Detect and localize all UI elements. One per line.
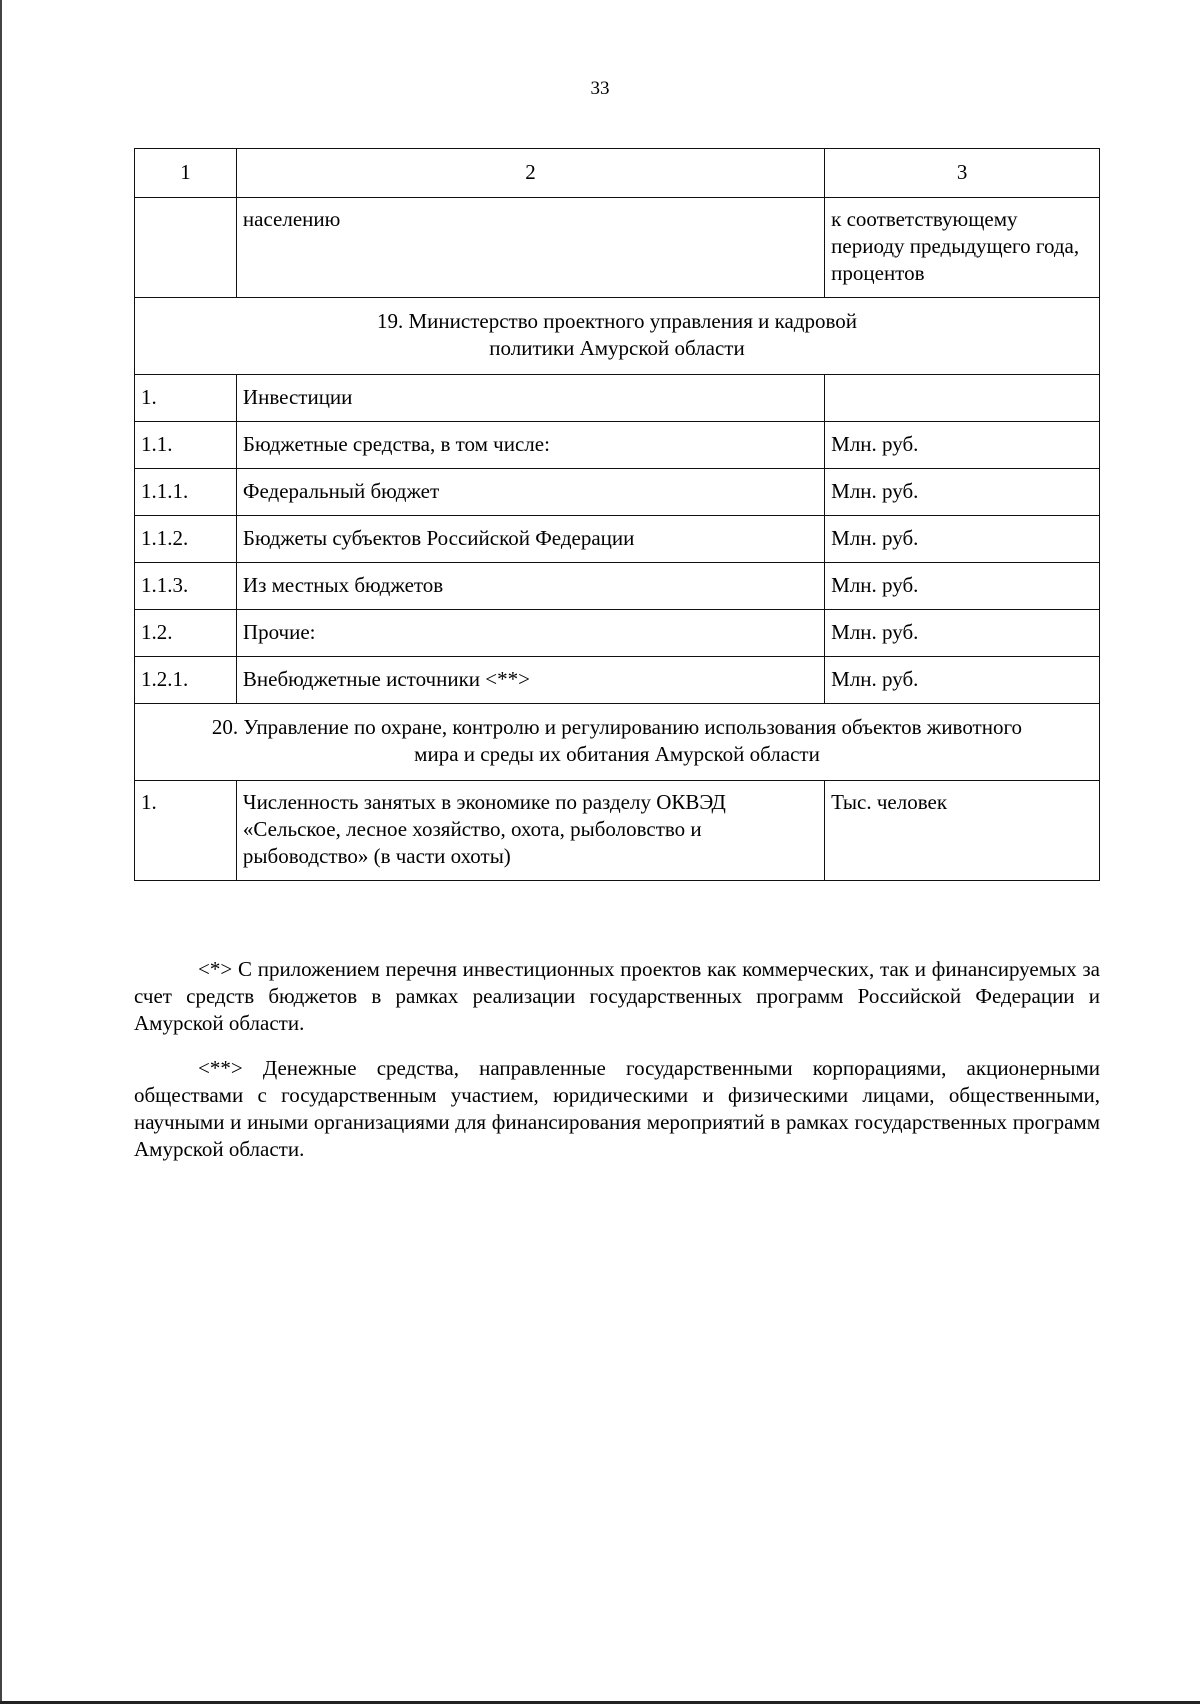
row-name: Численность занятых в экономике по разделу ОКВЭД «Сельское, лесное хозяйство, охота, рыболовство и рыбоводство» (в части охоты): [236, 781, 824, 881]
row-number: 1.1.: [135, 422, 237, 469]
row-number: 1.1.2.: [135, 516, 237, 563]
row-name: Бюджеты субъектов Российской Федерации: [236, 516, 824, 563]
table-row: [135, 657, 1100, 704]
section-row: [135, 298, 1100, 375]
table-header-row: [135, 149, 1100, 198]
row-name: Федеральный бюджет: [236, 469, 824, 516]
row-number: 1.: [135, 375, 237, 422]
row-number: 1.2.1.: [135, 657, 237, 704]
row-name: населению: [236, 198, 824, 298]
scan-edge-left: [0, 0, 2, 1704]
table-row: [135, 198, 1100, 298]
row-number: 1.2.: [135, 610, 237, 657]
row-name: Инвестиции: [236, 375, 824, 422]
row-unit: Млн. руб.: [825, 516, 1100, 563]
footnote-double-asterisk: <**> Денежные средства, направленные государственными корпорациями, акционерными обществами с государственным участием, юридическими и физическими лицами, общественными, научными и иными организациями для финансирования мероприятий в рамках государственных программ Амурской области.: [134, 1056, 1100, 1161]
table-row: [135, 422, 1100, 469]
table-row: [135, 375, 1100, 422]
row-number: [135, 198, 237, 298]
row-number: 1.: [135, 781, 237, 881]
row-name: Внебюджетные источники <**>: [236, 657, 824, 704]
row-unit: Млн. руб.: [825, 422, 1100, 469]
indicators-table: [134, 148, 1100, 881]
column-header: 1: [135, 149, 237, 198]
row-name: Прочие:: [236, 610, 824, 657]
row-unit: Млн. руб.: [825, 657, 1100, 704]
table-row: [135, 516, 1100, 563]
section-title: 20. Управление по охране, контролю и регулированию использования объектов животного мира и среды их обитания Амурской области: [135, 704, 1100, 781]
section-row: [135, 704, 1100, 781]
row-number: 1.1.1.: [135, 469, 237, 516]
row-name: Из местных бюджетов: [236, 563, 824, 610]
row-name: Бюджетные средства, в том числе:: [236, 422, 824, 469]
table-row: [135, 781, 1100, 881]
table-row: [135, 469, 1100, 516]
column-header: 3: [825, 149, 1100, 198]
row-unit: Тыс. человек: [825, 781, 1100, 881]
row-unit: к соответствующему периоду предыдущего года, процентов: [825, 198, 1100, 298]
row-unit: Млн. руб.: [825, 563, 1100, 610]
row-unit: [825, 375, 1100, 422]
row-unit: Млн. руб.: [825, 469, 1100, 516]
table-row: [135, 563, 1100, 610]
row-unit: Млн. руб.: [825, 610, 1100, 657]
page-number: 33: [590, 78, 610, 99]
footnote-single-asterisk: <*> С приложением перечня инвестиционных проектов как коммерческих, так и финансируемых за счет средств бюджетов в рамках реализации государственных программ Российской Федерации и Амурской области.: [134, 957, 1100, 1035]
table-row: [135, 610, 1100, 657]
row-number: 1.1.3.: [135, 563, 237, 610]
column-header: 2: [236, 149, 824, 198]
section-title: 19. Министерство проектного управления и кадровой политики Амурской области: [135, 298, 1100, 375]
footnotes: [134, 956, 1100, 1181]
